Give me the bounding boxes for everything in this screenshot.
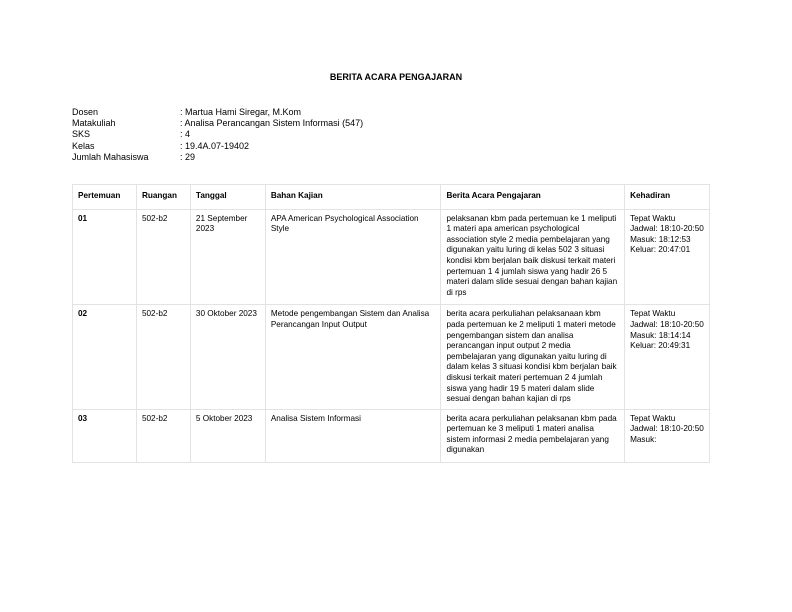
cell-pertemuan: 03 — [73, 409, 137, 462]
cell-kehadiran: Tepat Waktu Jadwal: 18:10-20:50 Masuk: 18:14:14 Keluar: 20:49:31 — [625, 305, 710, 409]
info-label: Kelas — [72, 140, 95, 151]
cell-berita-acara: berita acara perkuliahan pelaksanan kbm pada pertemuan ke 3 meliputi 1 materi analisa sistem informasi 2 media pembelajaran yang digunakan — [441, 409, 625, 462]
info-row-kelas — [72, 141, 363, 152]
header-ruangan: Ruangan — [136, 185, 190, 210]
info-value: : 4 — [180, 129, 191, 140]
table-row — [73, 209, 710, 305]
table-row — [73, 409, 710, 462]
header-berita-acara: Berita Acara Pengajaran — [441, 185, 625, 210]
cell-bahan-kajian: Metode pengembangan Sistem dan Analisa Perancangan Input Output — [265, 305, 441, 409]
info-label: SKS — [72, 129, 91, 140]
document-title: BERITA ACARA PENGAJARAN — [329, 72, 463, 82]
course-info — [72, 107, 363, 163]
info-value: : Martua Hami Siregar, M.Kom — [180, 107, 302, 117]
info-row-matakuliah — [72, 118, 363, 129]
info-label: Dosen — [72, 107, 99, 117]
info-row-dosen — [72, 107, 363, 118]
info-row-jumlah-mahasiswa — [72, 152, 363, 163]
teaching-log-table — [72, 184, 710, 463]
cell-ruangan: 502-b2 — [136, 209, 190, 305]
header-bahan-kajian: Bahan Kajian — [265, 185, 441, 210]
cell-pertemuan: 02 — [73, 305, 137, 409]
cell-ruangan: 502-b2 — [136, 409, 190, 462]
info-value: : 29 — [180, 151, 196, 162]
cell-berita-acara: pelaksanan kbm pada pertemuan ke 1 meliputi 1 materi apa american psychological association style 2 media pembelajaran yang digunakan yaitu luring di kelas 502 3 situasi kondisi kbm berjalan baik diskusi terkait materi pertemuan 1 4 jumlah siswa yang hadir 26 5 materi dalam slide sesuai dengan bahan kajian di rps — [441, 209, 625, 305]
cell-bahan-kajian: Analisa Sistem Informasi — [265, 409, 441, 462]
header-pertemuan: Pertemuan — [73, 185, 137, 210]
cell-tanggal: 21 September 2023 — [190, 209, 265, 305]
cell-berita-acara: berita acara perkuliahan pelaksanaan kbm pada pertemuan ke 2 meliputi 1 materi metode pengembangan sistem dan analisa perancangan input output 2 media pembelajaran yang digunakan yaitu luring di dalam kelas 3 situasi kondisi kbm berjalan baik diskusi terkait materi pertemuan 2 4 jumlah siswa yang hadir 19 5 materi dalam slide sesuai dengan bahan kajian di rps — [441, 305, 625, 409]
cell-kehadiran: Tepat Waktu Jadwal: 18:10-20:50 Masuk: 18:12:53 Keluar: 20:47:01 — [625, 209, 710, 305]
info-row-sks — [72, 129, 363, 140]
cell-pertemuan: 01 — [73, 209, 137, 305]
info-value: : 19.4A.07-19402 — [180, 140, 250, 151]
cell-kehadiran: Tepat Waktu Jadwal: 18:10-20:50 Masuk: — [625, 409, 710, 462]
info-label: Jumlah Mahasiswa — [72, 151, 149, 162]
info-value: : Analisa Perancangan Sistem Informasi (547) — [180, 118, 364, 129]
cell-tanggal: 5 Oktober 2023 — [190, 409, 265, 462]
header-tanggal: Tanggal — [190, 185, 265, 210]
cell-tanggal: 30 Oktober 2023 — [190, 305, 265, 409]
cell-ruangan: 502-b2 — [136, 305, 190, 409]
table-row — [73, 305, 710, 409]
info-label: Matakuliah — [72, 118, 116, 129]
header-kehadiran: Kehadiran — [625, 185, 710, 210]
table-header-row — [73, 185, 710, 210]
cell-bahan-kajian: APA American Psychological Association Style — [265, 209, 441, 305]
